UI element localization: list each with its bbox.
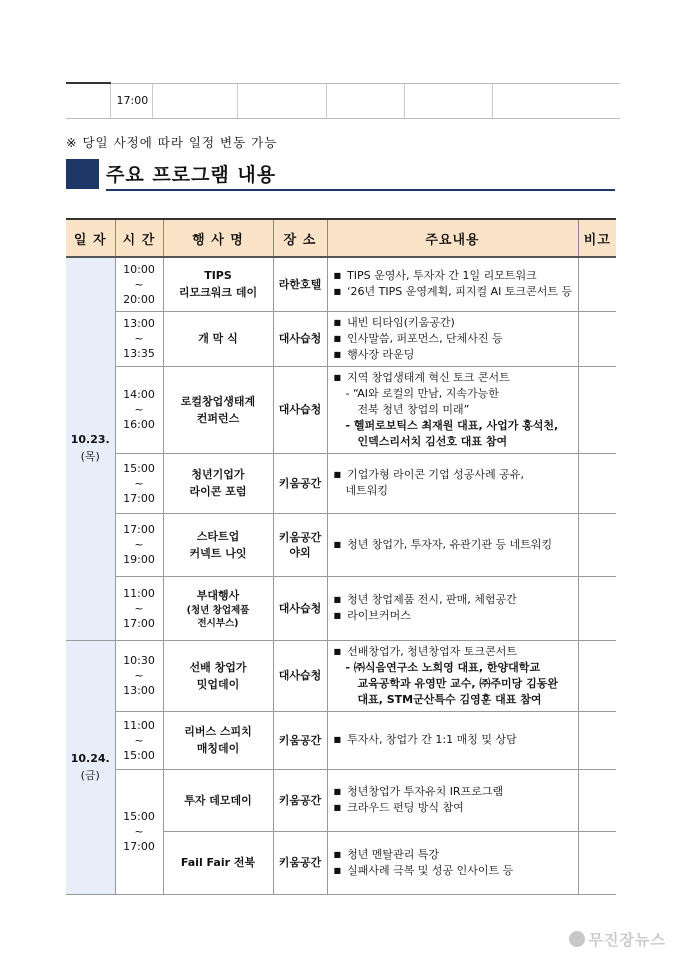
table-row <box>66 769 616 831</box>
remarks-cell <box>578 366 616 453</box>
event-name: TIPS 리모크워크 데이 <box>163 257 273 311</box>
remarks-cell <box>578 453 616 513</box>
remarks-cell <box>578 640 616 711</box>
table-row <box>66 257 616 311</box>
place-cell: 키움공간 야외 <box>273 513 327 576</box>
place-cell: 키움공간 <box>273 453 327 513</box>
remarks-cell <box>578 831 616 894</box>
content-cell: ■ 기업가형 라이콘 기업 성공사례 공유, 네트워킹 <box>327 453 578 513</box>
header-time: 시 간 <box>115 219 163 257</box>
program-table <box>66 218 616 895</box>
event-name: 개 막 식 <box>163 311 273 366</box>
time-cell: 15:00 ~ 17:00 <box>115 769 163 894</box>
event-name: 투자 데모데이 <box>163 769 273 831</box>
content-cell: ■ 지역 창업생태계 혁신 토크 콘서트 - “AI와 로컬의 만남, 지속가능한 전북 청년 창업의 미래” - 헬퍼로보틱스 최재원 대표, 사업가 홍석천, 인덱스리서치 김선호 대표 참여 <box>327 366 578 453</box>
event-name: 선배 창업가 밋업데이 <box>163 640 273 711</box>
place-cell: 키움공간 <box>273 769 327 831</box>
place-cell: 대사습청 <box>273 366 327 453</box>
section-marker <box>66 159 99 189</box>
time-cell: 10:00 ~ 20:00 <box>115 257 163 311</box>
event-name: 부대행사 (청년 창업제품 전시부스) <box>163 576 273 640</box>
mountain-logo-icon <box>569 931 585 947</box>
time-cell: 14:00 ~ 16:00 <box>115 366 163 453</box>
event-name: 로컬창업생태계 컨퍼런스 <box>163 366 273 453</box>
table-row <box>66 513 616 576</box>
remarks-cell <box>578 311 616 366</box>
cell-empty <box>66 83 110 119</box>
content-cell: ■ 청년 창업제품 전시, 판매, 체험공간 ■ 라이브커머스 <box>327 576 578 640</box>
table-row <box>66 640 616 711</box>
table-row <box>66 311 616 366</box>
time-cell: 11:00 ~ 17:00 <box>115 576 163 640</box>
header-event: 행 사 명 <box>163 219 273 257</box>
place-cell: 키움공간 <box>273 831 327 894</box>
table-row <box>66 366 616 453</box>
place-cell: 대사습청 <box>273 640 327 711</box>
schedule-note: ※ 당일 사정에 따라 일정 변동 가능 <box>66 135 278 150</box>
content-cell: ■ TIPS 운영사, 투자자 간 1일 리모트워크 ■ ‘26년 TIPS 운영계획, 피지컬 AI 토크콘서트 등 <box>327 257 578 311</box>
remarks-cell <box>578 513 616 576</box>
remarks-cell <box>578 769 616 831</box>
remarks-cell <box>578 576 616 640</box>
content-cell: ■ 청년창업가 투자유치 IR프로그램 ■ 크라우드 펀딩 방식 참여 <box>327 769 578 831</box>
section-title: 주요 프로그램 내용 <box>106 164 277 186</box>
header-content: 주요내용 <box>327 219 578 257</box>
event-name: 리버스 스피치 매칭데이 <box>163 711 273 769</box>
header-remarks: 비고 <box>578 219 616 257</box>
remarks-cell <box>578 257 616 311</box>
event-name: Fail Fair 전북 <box>163 831 273 894</box>
header-place: 장 소 <box>273 219 327 257</box>
previous-table-tail <box>66 82 620 119</box>
event-name: 청년기업가 라이콘 포럼 <box>163 453 273 513</box>
content-cell: ■ 청년 멘탈관리 특강 ■ 실패사례 극복 및 성공 인사이트 등 <box>327 831 578 894</box>
watermark: 무진장뉴스 <box>569 929 666 950</box>
event-name: 스타트업 커넥트 나잇 <box>163 513 273 576</box>
header-date: 일 자 <box>66 219 115 257</box>
place-cell: 키움공간 <box>273 711 327 769</box>
date-cell: 10.23. (목) <box>66 257 115 640</box>
table-row <box>66 453 616 513</box>
content-cell: ■ 선배창업가, 청년창업자 토크콘서트 - ㈜식음연구소 노희영 대표, 한양대학교 교육공학과 유영만 교수, ㈜주미당 김동완 대표, STM군산특수 김영훈 대표 참여 <box>327 640 578 711</box>
place-cell: 대사습청 <box>273 311 327 366</box>
place-cell: 대사습청 <box>273 576 327 640</box>
content-cell: ■ 투자사, 창업가 간 1:1 매칭 및 상담 <box>327 711 578 769</box>
content-cell: ■ 청년 창업가, 투자자, 유관기관 등 네트워킹 <box>327 513 578 576</box>
place-cell: 라한호텔 <box>273 257 327 311</box>
time-cell: 10:30 ~ 13:00 <box>115 640 163 711</box>
remarks-cell <box>578 711 616 769</box>
content-cell: ■ 내빈 티타임(키움공간) ■ 인사말씀, 퍼포먼스, 단체사진 등 ■ 행사장 라운딩 <box>327 311 578 366</box>
time-cell: 15:00 ~ 17:00 <box>115 453 163 513</box>
time-cell: 13:00 ~ 13:35 <box>115 311 163 366</box>
section-underline <box>106 189 615 191</box>
header-row <box>66 219 616 257</box>
time-cell: 17:00 ~ 19:00 <box>115 513 163 576</box>
cell-time: 17:00 <box>110 83 152 119</box>
table-row <box>66 711 616 769</box>
table-row <box>66 576 616 640</box>
date-cell: 10.24. (금) <box>66 640 115 894</box>
time-cell: 11:00 ~ 15:00 <box>115 711 163 769</box>
